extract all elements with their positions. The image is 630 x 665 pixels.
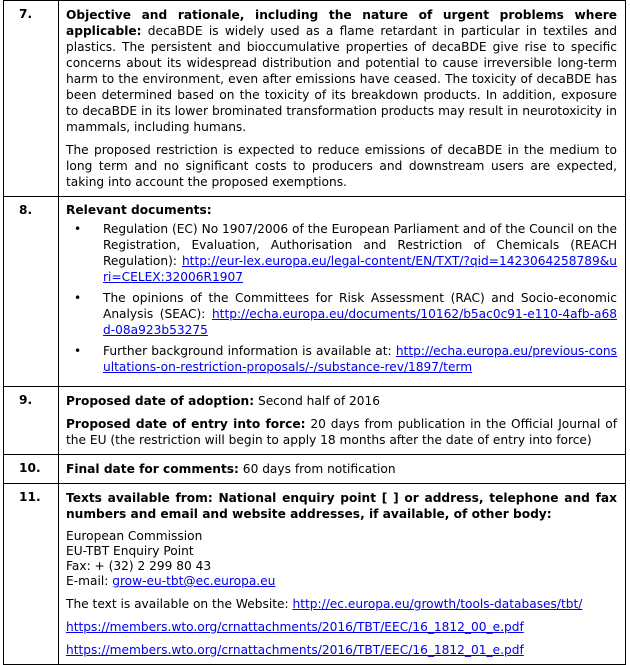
comments-date [66, 461, 617, 477]
notification-table [3, 0, 626, 665]
bullet-icon: • [74, 222, 82, 236]
bullet-icon: • [74, 291, 82, 305]
section-11-content [59, 484, 626, 665]
section-10-row [4, 455, 626, 484]
objective-body: decaBDE is widely used as a flame retardant in particular in textiles and plastics. The persistent and bioccumulative properties of decaBDE give rise to specific concerns about its widespread distribution and potential to cause irreversible long-term harm to the environment, even after emissions have ceased. The toxicity of decaBDE has been determined based on the toxicity of its breakdown products. In addition, exposure to decaBDE in its lower brominated transformation products may result in neurotoxicity in mammals, including humans. [66, 24, 618, 134]
list-item-text: The opinions of the Committees for Risk Assessment (RAC) and Socio-economic Analysis (SEAC): [103, 291, 617, 321]
section-7-content [59, 1, 626, 197]
objective-paragraph [66, 7, 617, 135]
adoption-date [66, 393, 617, 409]
background-info-link[interactable]: http://echa.europa.eu/previous-consultations-on-restriction-proposals/-/substance-rev/1897/term [103, 344, 617, 374]
attachment-link-01[interactable]: https://members.wto.org/crnattachments/2016/TBT/EEC/16_1812_01_e.pdf [66, 643, 524, 657]
section-9-content [59, 387, 626, 455]
bullet-icon: • [74, 344, 82, 358]
adoption-date-value: Second half of 2016 [254, 394, 381, 408]
section-11-row [4, 484, 626, 665]
notification-document [3, 0, 626, 660]
attachment-line [66, 642, 617, 658]
objective-paragraph-2: The proposed restriction is expected to reduce emissions of decaBDE in the medium to long term and no significant costs to producers and downstream users are expected, taking into account the proposed exemptions. [66, 143, 617, 189]
list-item [66, 221, 617, 285]
section-number: 9. [4, 387, 59, 455]
entry-into-force-date [66, 416, 617, 448]
fax-number: Fax: + (32) 2 299 80 43 [66, 559, 212, 573]
section-number: 8. [4, 197, 59, 387]
list-item-text: Regulation (EC) No 1907/2006 of the European Parliament and of the Council on the Registration, Evaluation, Authorisation and Restriction of Chemicals (REACH Regulation): [103, 222, 617, 268]
objective-heading: Objective and rationale, including the nature of urgent problems where applicable: [66, 8, 617, 38]
tbt-website-link[interactable]: http://ec.europa.eu/growth/tools-databases/tbt/ [292, 597, 583, 611]
attachment-link-00[interactable]: https://members.wto.org/crnattachments/2016/TBT/EEC/16_1812_00_e.pdf [66, 620, 524, 634]
relevant-documents-heading: Relevant documents: [66, 203, 212, 217]
list-item [66, 343, 617, 375]
comments-date-value: 60 days from notification [238, 462, 396, 476]
attachment-line [66, 619, 617, 635]
section-7-row [4, 1, 626, 197]
website-text: The text is available on the Website: [66, 597, 293, 611]
website-line [66, 596, 617, 612]
texts-available-heading: Texts available from: National enquiry point [ ] or address, telephone and fax numbers and email and website addresses, if available, of other body: [66, 491, 617, 521]
section-10-content [59, 455, 626, 484]
email-label: E-mail: [66, 574, 113, 588]
email-line [66, 574, 617, 589]
email-link[interactable]: grow-eu-tbt@ec.europa.eu [112, 574, 276, 588]
section-number: 11. [4, 484, 59, 665]
section-8-content [59, 197, 626, 387]
enquiry-point-address [66, 529, 617, 589]
relevant-documents-list [66, 221, 617, 375]
section-number: 10. [4, 455, 59, 484]
section-number: 7. [4, 1, 59, 197]
list-item [66, 290, 617, 338]
entry-into-force-label: Proposed date of entry into force: [66, 417, 306, 431]
section-8-row [4, 197, 626, 387]
address-line: EU-TBT Enquiry Point [66, 544, 194, 558]
adoption-date-label: Proposed date of adoption: [66, 394, 255, 408]
rac-seac-opinions-link[interactable]: http://echa.europa.eu/documents/10162/b5ac0c91-e110-4afb-a68d-08a923b53275 [103, 307, 617, 337]
reach-regulation-link[interactable]: http://eur-lex.europa.eu/legal-content/EN/TXT/?qid=1423064258789&uri=CELEX:32006R1907 [103, 254, 617, 284]
entry-into-force-value: 20 days from publication in the Official Journal of the EU (the restriction will begin to apply 18 months after the date of entry into force) [66, 417, 617, 447]
comments-date-label: Final date for comments: [66, 462, 239, 476]
section-9-row [4, 387, 626, 455]
address-line: European Commission [66, 529, 203, 543]
list-item-text: Further background information is available at: [103, 344, 396, 358]
